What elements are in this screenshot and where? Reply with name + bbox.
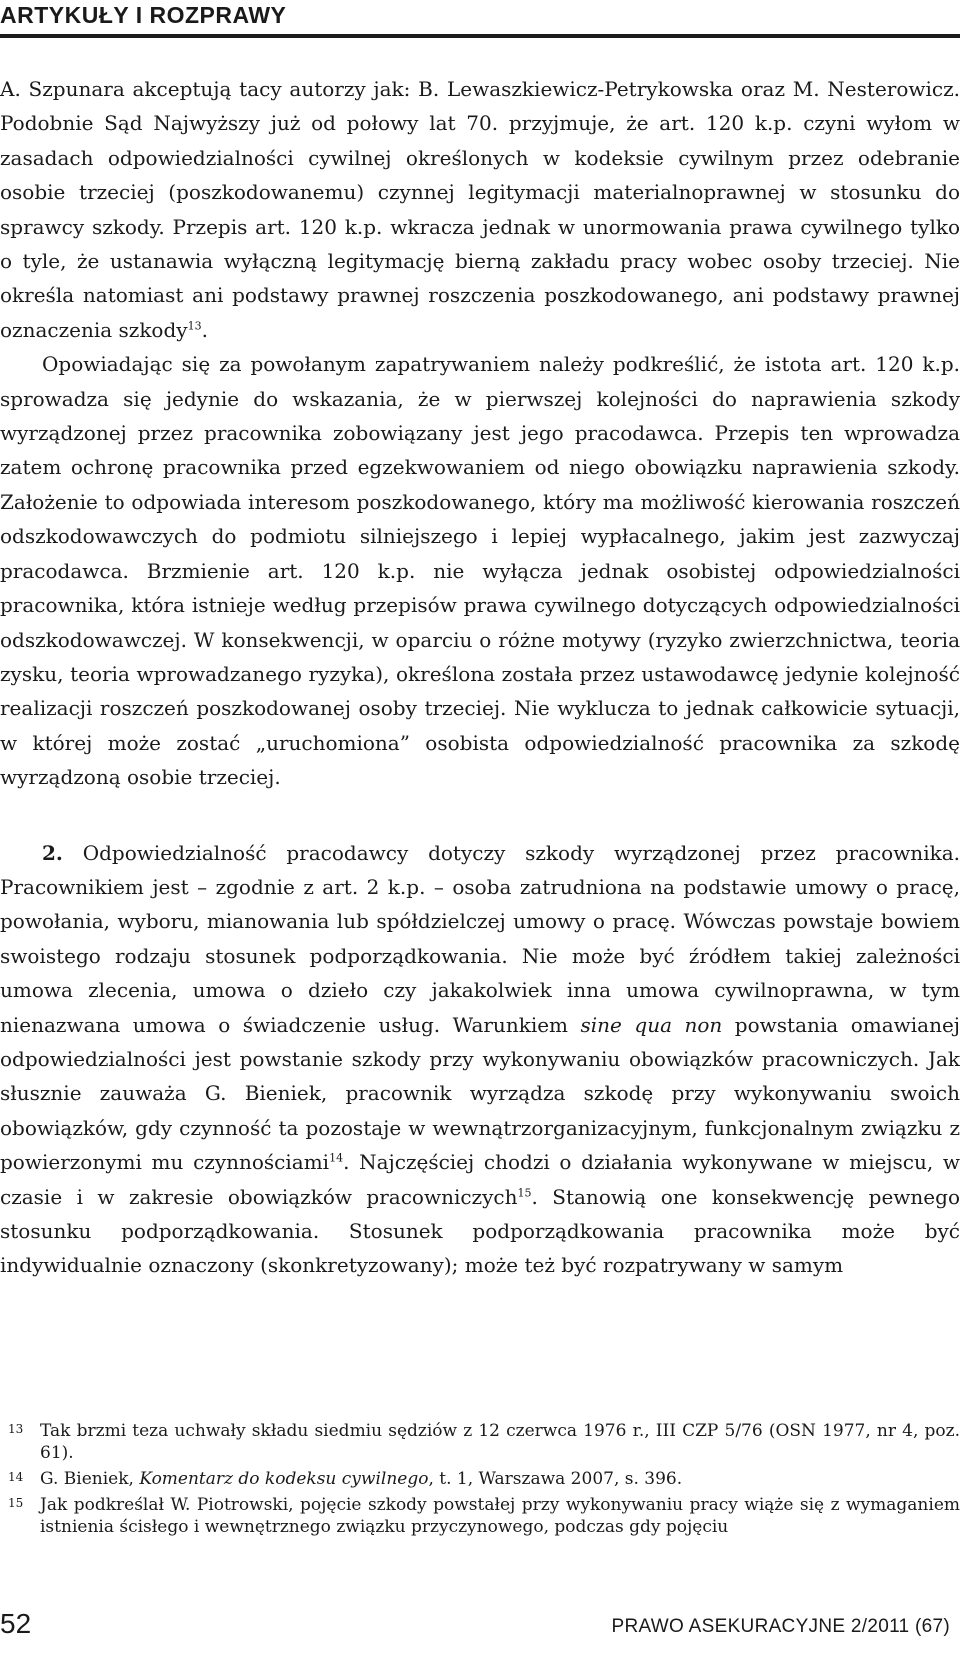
section-2-paragraph bbox=[0, 836, 960, 1283]
running-header: ARTYKUŁY I ROZPRAWY bbox=[0, 2, 287, 28]
footnotes bbox=[0, 1420, 960, 1542]
footnote-15 bbox=[0, 1494, 960, 1538]
footnote-book-title: Komentarz do kodeksu cywilnego bbox=[139, 1469, 429, 1489]
footnote-text: Tak brzmi teza uchwały składu siedmiu sędziów z 12 czerwca 1976 r., III CZP 5/76 (OSN 1977, nr 4, poz. 61). bbox=[40, 1421, 960, 1463]
footnote-ref-15[interactable]: 15 bbox=[517, 1185, 532, 1199]
article-body bbox=[0, 72, 960, 1283]
paragraph-1 bbox=[0, 72, 960, 347]
section-number: 2. bbox=[42, 840, 63, 865]
page-footer bbox=[0, 1608, 960, 1642]
footnote-ref-14[interactable]: 14 bbox=[329, 1151, 344, 1165]
header-rule bbox=[0, 34, 960, 38]
latin-phrase: sine qua non bbox=[580, 1012, 723, 1037]
footnote-number: 15 bbox=[8, 1496, 24, 1510]
footnote-text: Jak podkreślał W. Piotrowski, pojęcie szkody powstałej przy wykonywaniu pracy wiąże się z wymaganiem istnienia ścisłego i wewnętrznego związku przyczynowego, podczas gdy pojęciu bbox=[40, 1495, 960, 1537]
paragraph-2: Opowiadając się za powołanym zapatrywaniem należy podkreślić, że istota art. 120 k.p. sprowadza się jedynie do wskazania, że w pierwszej kolejności do naprawienia szkody wyrządzonej przez pracownika zobowiązany jest jego pracodawca. Przepis ten wprowadza zatem ochronę pracownika przed egzekwowaniem od niego obowiązku naprawienia szkody. Założenie to odpowiada interesom poszkodowanego, który ma możliwość kierowania roszczeń odszkodowawczych do podmiotu silniejszego i lepiej wypłacalnego, jakim jest zazwyczaj pracodawca. Brzmienie art. 120 k.p. nie wyłącza jednak osobistej odpowiedzialności pracownika, która istnieje według przepisów prawa cywilnego dotyczących odpowiedzialności odszkodowawczej. W konsekwencji, w oparciu o różne motywy (ryzyko zwierzchnictwa, teoria zysku, teoria wprowadzanego ryzyka), określona została przez ustawodawcę jedynie kolejność realizacji roszczeń poszkodowanej osoby trzeciej. Nie wyklucza to jednak całkowicie sytuacji, w której może zostać „uruchomiona” osobista odpowiedzialność pracownika za szkodę wyrządzoną osobie trzeciej. bbox=[0, 352, 960, 790]
journal-title: PRAWO ASEKURACYJNE 2/2011 (67) bbox=[611, 1616, 950, 1637]
section-2-text-d: . Stanowią one konsekwencję pewnego stosunku podporządkowania. Stosunek podporządkowania pracownika może być indywidualnie oznaczony (skonkretyzowany); może też być rozpatrywany w samym bbox=[0, 1184, 960, 1278]
footnote-number: 14 bbox=[8, 1470, 24, 1484]
footnote-ref-13[interactable]: 13 bbox=[187, 319, 202, 333]
section-2-text-c: . Najczęściej chodzi o działania wykonywane w miejscu, w czasie i w zakresie obowiązków pracowniczych bbox=[0, 1150, 960, 1209]
section-2-text-a: Odpowiedzialność pracodawcy dotyczy szkody wyrządzonej przez pracownika. Pracownikiem jest – zgodnie z art. 2 k.p. – osoba zatrudniona na podstawie umowy o pracę, powołania, wyboru, mianowania lub spółdzielczej umowy o pracę. Wówczas powstaje bowiem swoistego rodzaju stosunek podporządkowania. Nie może być źródłem takiej zależności umowa zlecenia, umowa o dzieło czy jakakolwiek inna umowa cywilnoprawna, w tym nienazwana umowa o świadczenie usług. Warunkiem bbox=[0, 840, 960, 1037]
page-number: 52 bbox=[0, 1608, 32, 1639]
footnote-text-post: , t. 1, Warszawa 2007, s. 396. bbox=[428, 1469, 683, 1489]
paragraph-1-end: . bbox=[201, 317, 208, 342]
footnote-text-pre: G. Bieniek, bbox=[40, 1469, 140, 1489]
section-2-text-b: powstania omawianej odpowiedzialności jest powstanie szkody przy wykonywaniu obowiązków pracowniczych. Jak słusznie zauważa G. Bieniek, pracownik wyrządza szkodę przy wykonywaniu swoich obowiązków, gdy czynność ta pozostaje w wewnątrzorganizacyjnym, funkcjonalnym związku z powierzonymi mu czynnościami bbox=[0, 1012, 960, 1175]
paragraph-1-text: A. Szpunara akceptują tacy autorzy jak: B. Lewaszkiewicz-Petrykowska oraz M. Nesterowicz. Podobnie Sąd Najwyższy już od połowy lat 70. przyjmuje, że art. 120 k.p. czyni wyłom w zasadach odpowiedzialności cywilnej określonych w kodeksie cywilnym przez odebranie osobie trzeciej (poszkodowanemu) czynnej legitymacji materialnoprawnej w stosunku do sprawcy szkody. Przepis art. 120 k.p. wkracza jednak w unormowania prawa cywilnego tylko o tyle, że ustanawia wyłączną legitymację bierną zakładu pracy wobec osoby trzeciej. Nie określa natomiast ani podstawy prawnej roszczenia poszkodowanego, ani podstawy prawnej oznaczenia szkody bbox=[0, 77, 960, 342]
footnote-number: 13 bbox=[8, 1422, 24, 1436]
footnote-14 bbox=[0, 1468, 960, 1490]
footnote-13 bbox=[0, 1420, 960, 1464]
